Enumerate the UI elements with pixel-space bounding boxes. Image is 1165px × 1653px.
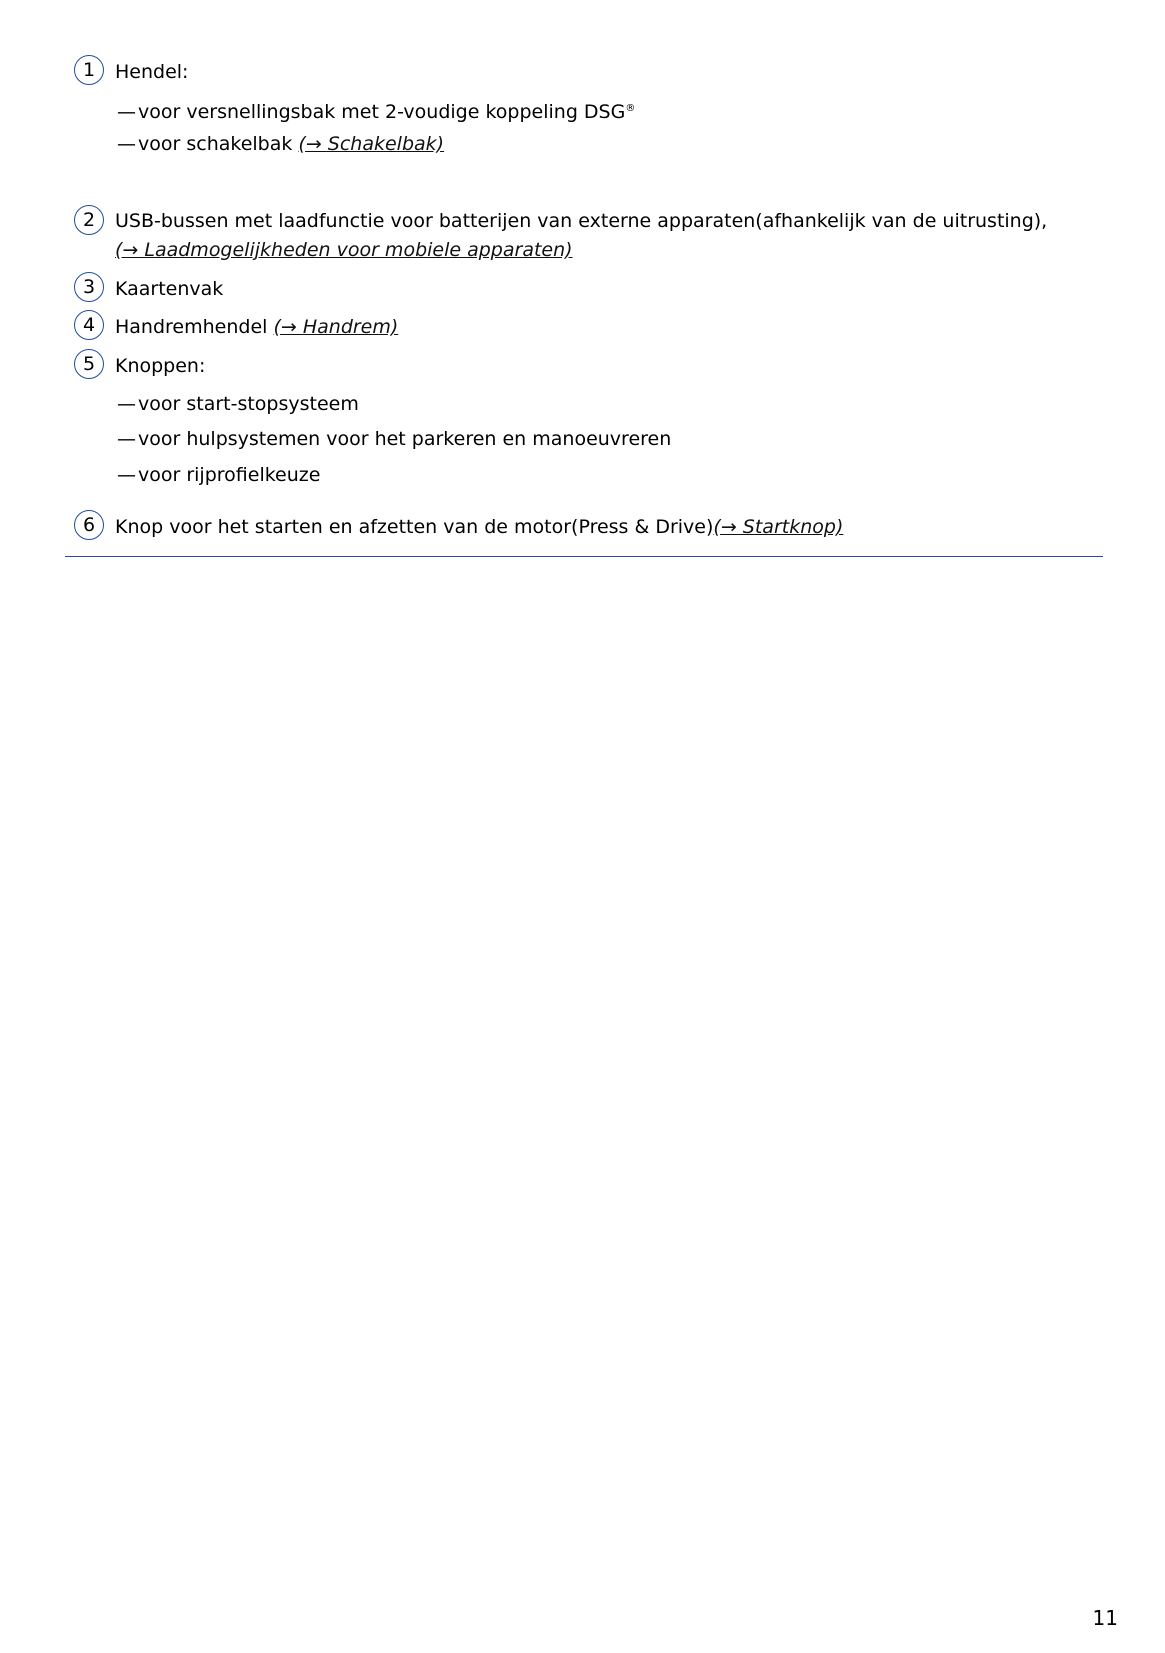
sub-item-1-1 <box>117 97 635 124</box>
legend-item-6 <box>74 512 843 542</box>
legend-number-2: 2 <box>74 205 104 235</box>
legend-number-5: 5 <box>74 349 104 379</box>
sub-item-text: voor rijprofielkeuze <box>138 464 321 486</box>
sub-item-text: voor start-stopsysteem <box>138 393 359 415</box>
sub-item-5-1 <box>117 392 359 416</box>
sub-item-5-2 <box>117 427 671 451</box>
page-number: 11 <box>1092 1606 1118 1630</box>
legend-number-3: 3 <box>74 272 104 302</box>
dash-marker: — <box>117 393 136 415</box>
xref-link-startknop[interactable]: (→ Startknop) <box>713 516 844 538</box>
dash-marker: — <box>117 428 136 450</box>
legend-text-6 <box>115 512 843 542</box>
legend-text-2 <box>115 207 1047 265</box>
legend-item-1 <box>74 57 188 87</box>
dash-marker: — <box>117 133 136 155</box>
legend-item-2 <box>74 207 1047 265</box>
legend-text-3: Kaartenvak <box>115 278 224 300</box>
legend-number-6: 6 <box>74 510 104 540</box>
sub-item-text: voor hulpsystemen voor het parkeren en manoeuvreren <box>138 428 672 450</box>
sub-item-5-3 <box>117 463 320 487</box>
sub-item-text: voor schakelbak <box>138 133 299 155</box>
legend-text-1: Hendel: <box>115 61 189 83</box>
legend-text-4-main: Handremhendel <box>115 316 274 338</box>
legend-text-5: Knoppen: <box>115 355 206 377</box>
sub-item-1-2 <box>117 132 444 156</box>
xref-link-schakelbak[interactable]: (→ Schakelbak) <box>298 133 445 155</box>
registered-mark: ® <box>625 103 636 114</box>
sub-item-text: voor versnellingsbak met 2-voudige koppeling DSG <box>138 101 626 123</box>
legend-text-4 <box>115 312 398 342</box>
legend-item-4 <box>74 312 398 342</box>
legend-text-2-main: USB-bussen met laadfunctie voor batterijen van externe apparaten(afhankelijk van de uitrusting), <box>115 210 1048 232</box>
dash-marker: — <box>117 101 136 123</box>
legend-text-6-main: Knop voor het starten en afzetten van de motor(Press & Drive) <box>115 516 714 538</box>
legend-item-5 <box>74 351 205 381</box>
dash-marker: — <box>117 464 136 486</box>
legend-number-4: 4 <box>74 310 104 340</box>
legend-item-3 <box>74 274 223 304</box>
xref-link-handrem[interactable]: (→ Handrem) <box>273 316 399 338</box>
section-divider <box>65 556 1103 557</box>
legend-number-1: 1 <box>74 55 104 85</box>
xref-link-laadmogelijkheden[interactable]: (→ Laadmogelijkheden voor mobiele apparaten) <box>115 239 573 261</box>
